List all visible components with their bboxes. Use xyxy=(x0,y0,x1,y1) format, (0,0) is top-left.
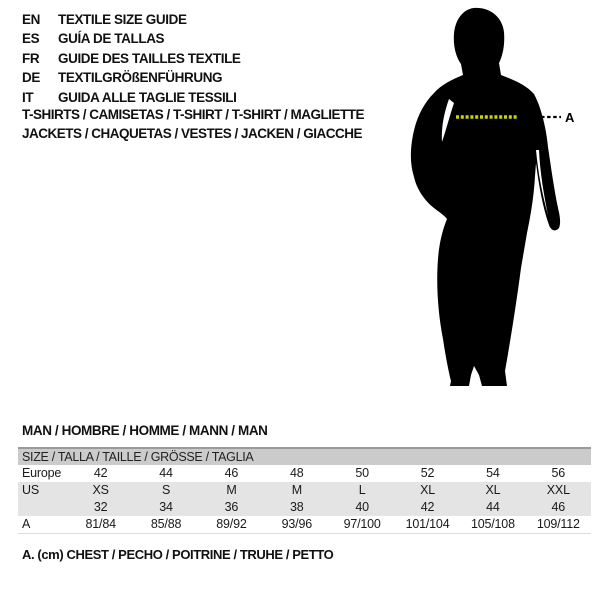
size-cell: 46 xyxy=(224,466,239,480)
size-table xyxy=(18,447,591,534)
size-cell: XL xyxy=(420,483,435,497)
language-code: IT xyxy=(22,89,34,105)
table-row-europe xyxy=(18,465,591,482)
language-list xyxy=(22,10,241,107)
language-row xyxy=(22,29,241,48)
language-code: FR xyxy=(22,50,40,66)
language-label: GUÍA DE TALLAS xyxy=(58,31,165,47)
size-cell: XL xyxy=(485,483,501,497)
size-cell: 32 xyxy=(93,500,108,514)
size-cell: 93/96 xyxy=(281,517,312,531)
size-cell: 40 xyxy=(355,500,369,514)
size-cell: XS xyxy=(92,483,109,497)
size-cell: 56 xyxy=(551,466,566,480)
size-cell: 101/104 xyxy=(405,517,450,531)
size-cell: 54 xyxy=(486,466,500,480)
size-table-header: SIZE / TALLA / TAILLE / GRÖSSE / TAGLIA xyxy=(18,447,591,465)
size-cell: 44 xyxy=(486,500,500,514)
row-label xyxy=(18,499,68,516)
size-cell: 42 xyxy=(93,466,108,480)
size-cell: 34 xyxy=(159,500,173,514)
size-cell: 52 xyxy=(420,466,435,480)
size-cell: S xyxy=(161,483,171,497)
man-silhouette-figure xyxy=(400,0,600,400)
language-code: ES xyxy=(22,31,40,47)
category-line-tshirts: T-SHIRTS / CAMISETAS / T-SHIRT / T-SHIRT / MAGLIETTE xyxy=(22,107,365,122)
language-label: GUIDE DES TAILLES TEXTILE xyxy=(58,50,241,66)
size-cell: 36 xyxy=(224,500,239,514)
size-cell: 44 xyxy=(159,466,173,480)
size-cell: M xyxy=(291,483,302,497)
section-title-man: MAN / HOMBRE / HOMME / MANN / MAN xyxy=(22,423,268,438)
size-cell: 81/84 xyxy=(85,517,116,531)
size-cell: 89/92 xyxy=(216,517,247,531)
language-row xyxy=(22,68,241,87)
language-label: TEXTILE SIZE GUIDE xyxy=(58,12,187,27)
size-cell: 50 xyxy=(355,466,369,480)
garment-categories xyxy=(22,105,364,143)
row-label: Europe xyxy=(22,466,62,480)
table-row-us-numeric xyxy=(18,499,591,516)
table-row-chest xyxy=(18,516,591,533)
size-cell: XXL xyxy=(546,483,570,497)
marker-label: A xyxy=(565,110,575,125)
category-line-jackets: JACKETS / CHAQUETAS / VESTES / JACKEN / GIACCHE xyxy=(22,126,363,141)
size-cell: 97/100 xyxy=(343,517,381,531)
language-code: EN xyxy=(22,12,40,27)
language-label: GUIDA ALLE TAGLIE TESSILI xyxy=(58,89,237,105)
row-label: US xyxy=(22,483,39,497)
language-label: TEXTILGRÖßENFÜHRUNG xyxy=(58,70,223,86)
footnote-label: CHEST / PECHO / POITRINE / TRUHE / PETTO xyxy=(66,547,334,562)
measurement-footnote xyxy=(22,547,333,562)
size-cell: 109/112 xyxy=(536,517,580,531)
man-silhouette xyxy=(411,8,560,386)
table-row-us xyxy=(18,482,591,499)
language-row xyxy=(22,49,241,68)
size-cell: 105/108 xyxy=(471,517,515,531)
size-cell: 48 xyxy=(290,466,304,480)
size-cell: L xyxy=(358,483,366,497)
size-cell: 85/88 xyxy=(150,517,182,531)
row-label: A xyxy=(22,517,31,531)
size-cell: 42 xyxy=(420,500,435,514)
size-cell: 38 xyxy=(290,500,304,514)
size-cell: 46 xyxy=(551,500,566,514)
language-code: DE xyxy=(22,70,40,86)
footnote-prefix: A. (cm) xyxy=(22,547,64,562)
size-cell: M xyxy=(226,483,237,497)
language-row xyxy=(22,10,241,29)
